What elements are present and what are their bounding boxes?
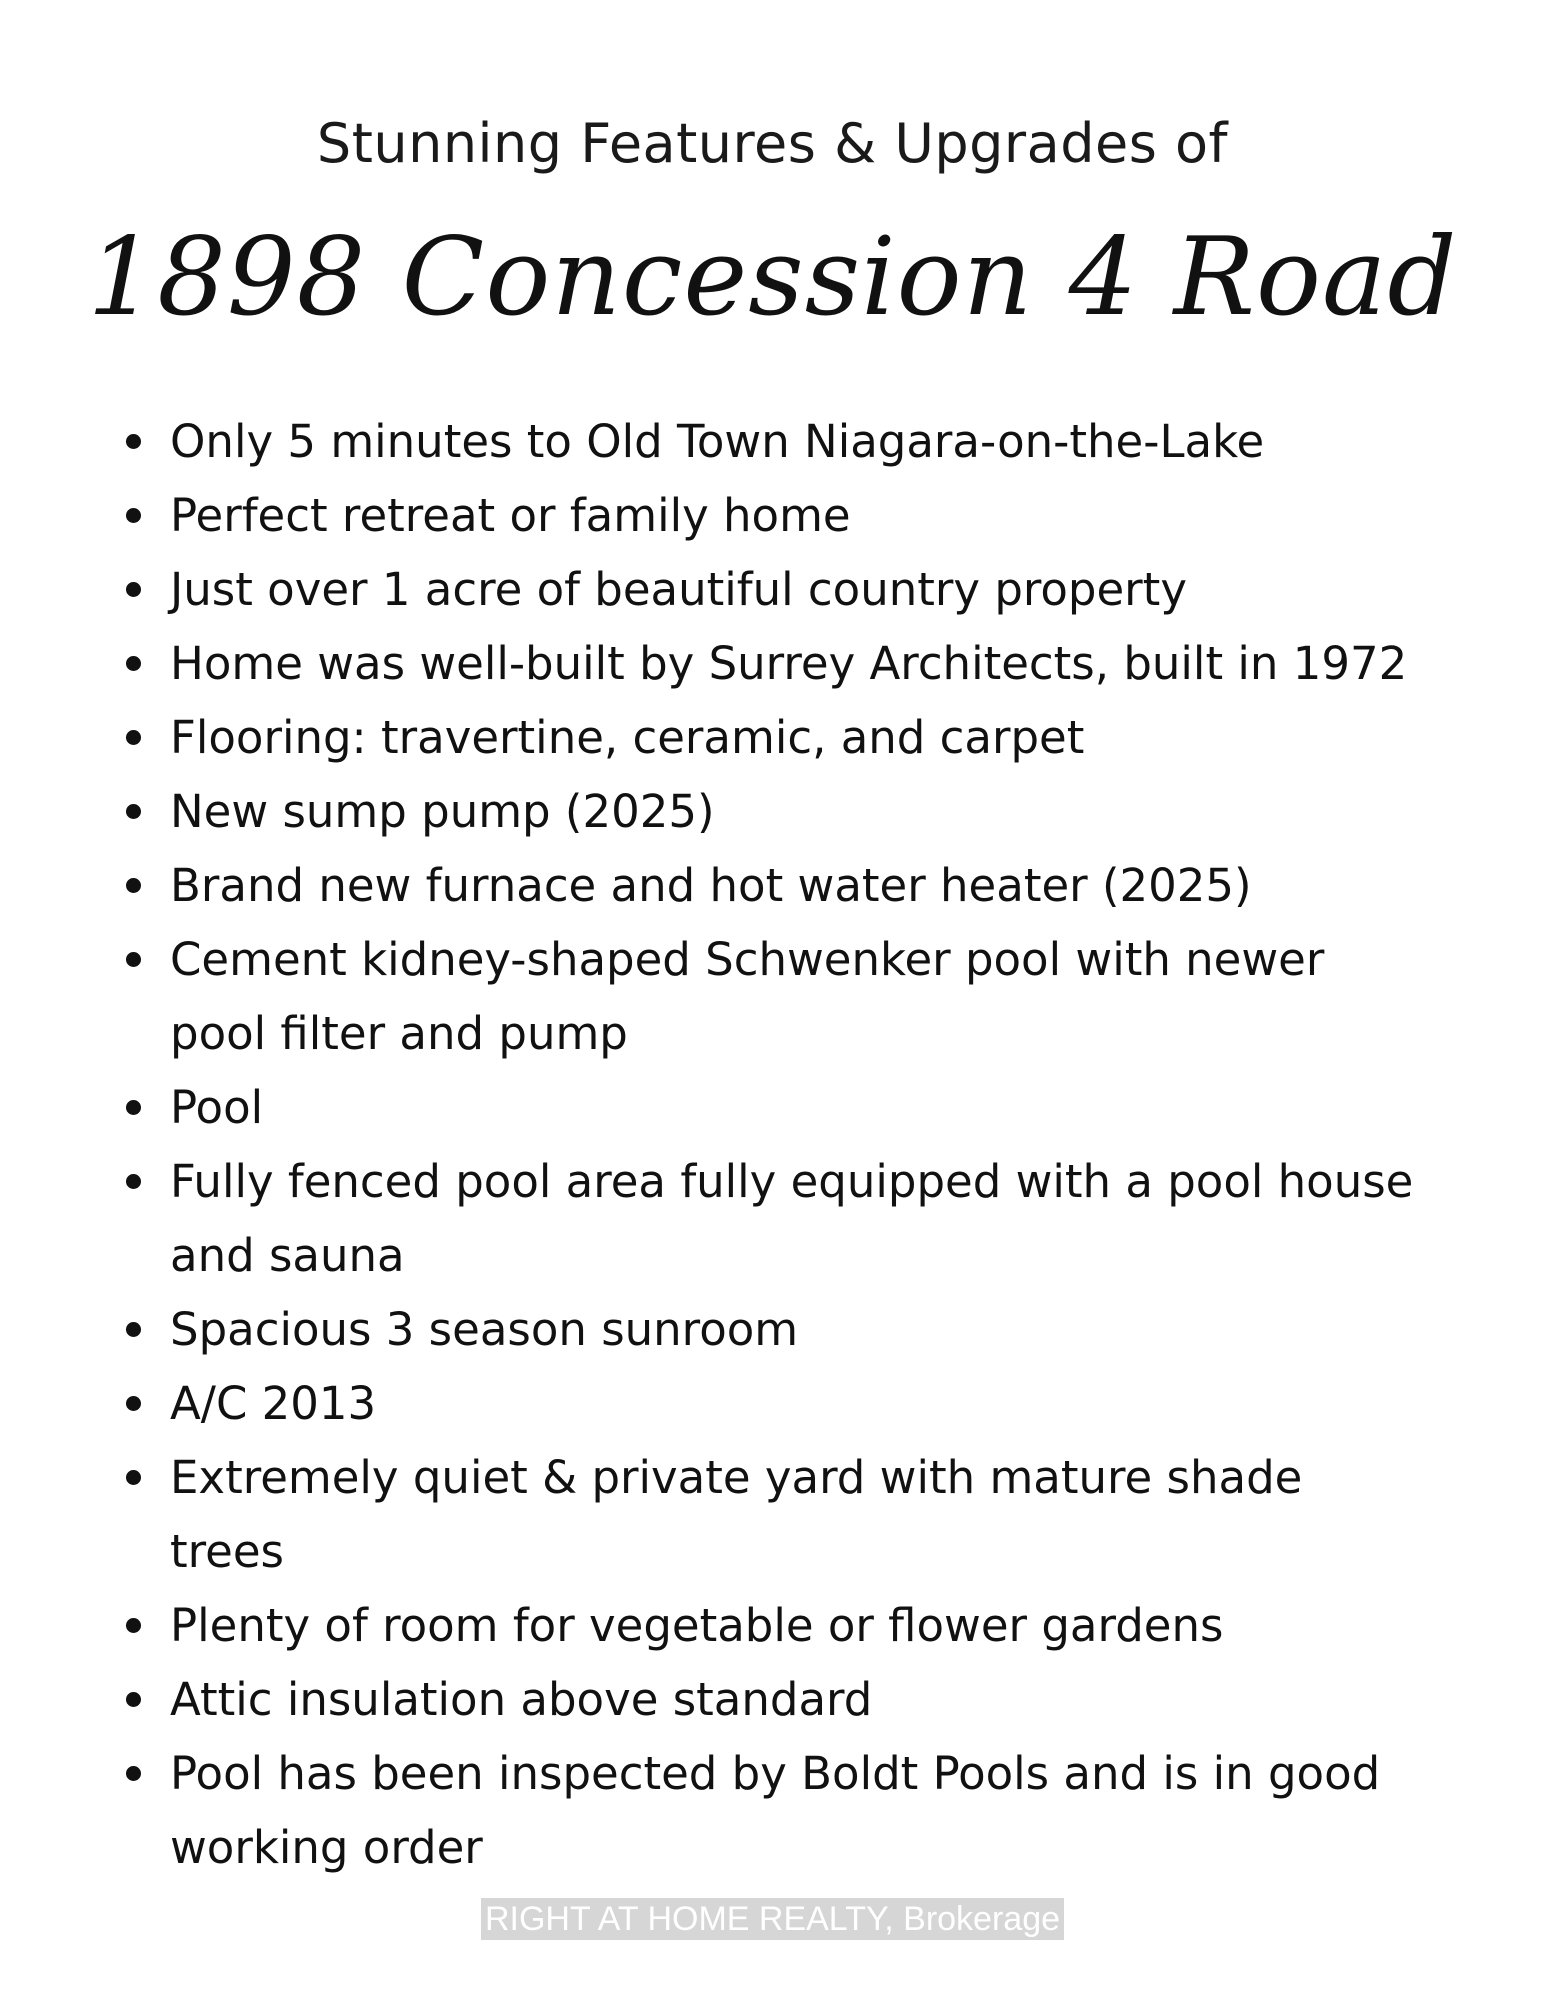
feature-text: Cement kidney-shaped Schwenker pool with newer pool filter and pump: [170, 933, 1325, 1060]
bullet-icon: [126, 804, 141, 819]
property-address-title: 1898 Concession 4 Road: [87, 215, 1458, 340]
feature-text: Perfect retreat or family home: [170, 489, 851, 542]
bullet-icon: [126, 1470, 141, 1485]
list-item: [120, 923, 1420, 1071]
feature-text: Plenty of room for vegetable or flower gardens: [170, 1599, 1224, 1652]
feature-text: Extremely quiet & private yard with mature shade trees: [170, 1451, 1303, 1578]
bullet-icon: [126, 582, 141, 597]
bullet-icon: [126, 508, 141, 523]
list-item: [120, 405, 1420, 479]
list-item: [120, 553, 1420, 627]
feature-text: New sump pump (2025): [170, 785, 715, 838]
bullet-icon: [126, 730, 141, 745]
feature-list: [120, 405, 1420, 1885]
bullet-icon: [126, 878, 141, 893]
feature-text: Attic insulation above standard: [170, 1673, 873, 1726]
bullet-icon: [126, 656, 141, 671]
list-item: [120, 1589, 1420, 1663]
feature-text: Only 5 minutes to Old Town Niagara-on-the-Lake: [170, 415, 1265, 468]
list-item: [120, 627, 1420, 701]
feature-text: Flooring: travertine, ceramic, and carpet: [170, 711, 1085, 764]
brokerage-watermark: [0, 1900, 1545, 1939]
list-item: [120, 1737, 1420, 1885]
bullet-icon: [126, 1322, 141, 1337]
list-item: [120, 1367, 1420, 1441]
feature-text: Spacious 3 season sunroom: [170, 1303, 799, 1356]
feature-text: Fully fenced pool area fully equipped with a pool house and sauna: [170, 1155, 1414, 1282]
list-item: [120, 775, 1420, 849]
feature-text: A/C 2013: [170, 1377, 377, 1430]
bullet-icon: [126, 952, 141, 967]
bullet-icon: [126, 1618, 141, 1633]
list-item: [120, 479, 1420, 553]
feature-text: Pool has been inspected by Boldt Pools and is in good working order: [170, 1747, 1381, 1874]
bullet-icon: [126, 1766, 141, 1781]
bullet-icon: [126, 1396, 141, 1411]
feature-text: Home was well-built by Surrey Architects, built in 1972: [170, 637, 1408, 690]
bullet-icon: [126, 1174, 141, 1189]
feature-text: Pool: [170, 1081, 264, 1134]
bullet-icon: [126, 434, 141, 449]
list-item: [120, 1663, 1420, 1737]
bullet-icon: [126, 1100, 141, 1115]
watermark-text: RIGHT AT HOME REALTY, Brokerage: [481, 1898, 1064, 1940]
list-item: [120, 1293, 1420, 1367]
list-item: [120, 1441, 1420, 1589]
list-item: [120, 1145, 1420, 1293]
page-heading: Stunning Features & Upgrades of: [316, 112, 1229, 175]
feature-text: Brand new furnace and hot water heater (2025): [170, 859, 1252, 912]
list-item: [120, 1071, 1420, 1145]
list-item: [120, 849, 1420, 923]
feature-text: Just over 1 acre of beautiful country property: [170, 563, 1187, 616]
bullet-icon: [126, 1692, 141, 1707]
list-item: [120, 701, 1420, 775]
